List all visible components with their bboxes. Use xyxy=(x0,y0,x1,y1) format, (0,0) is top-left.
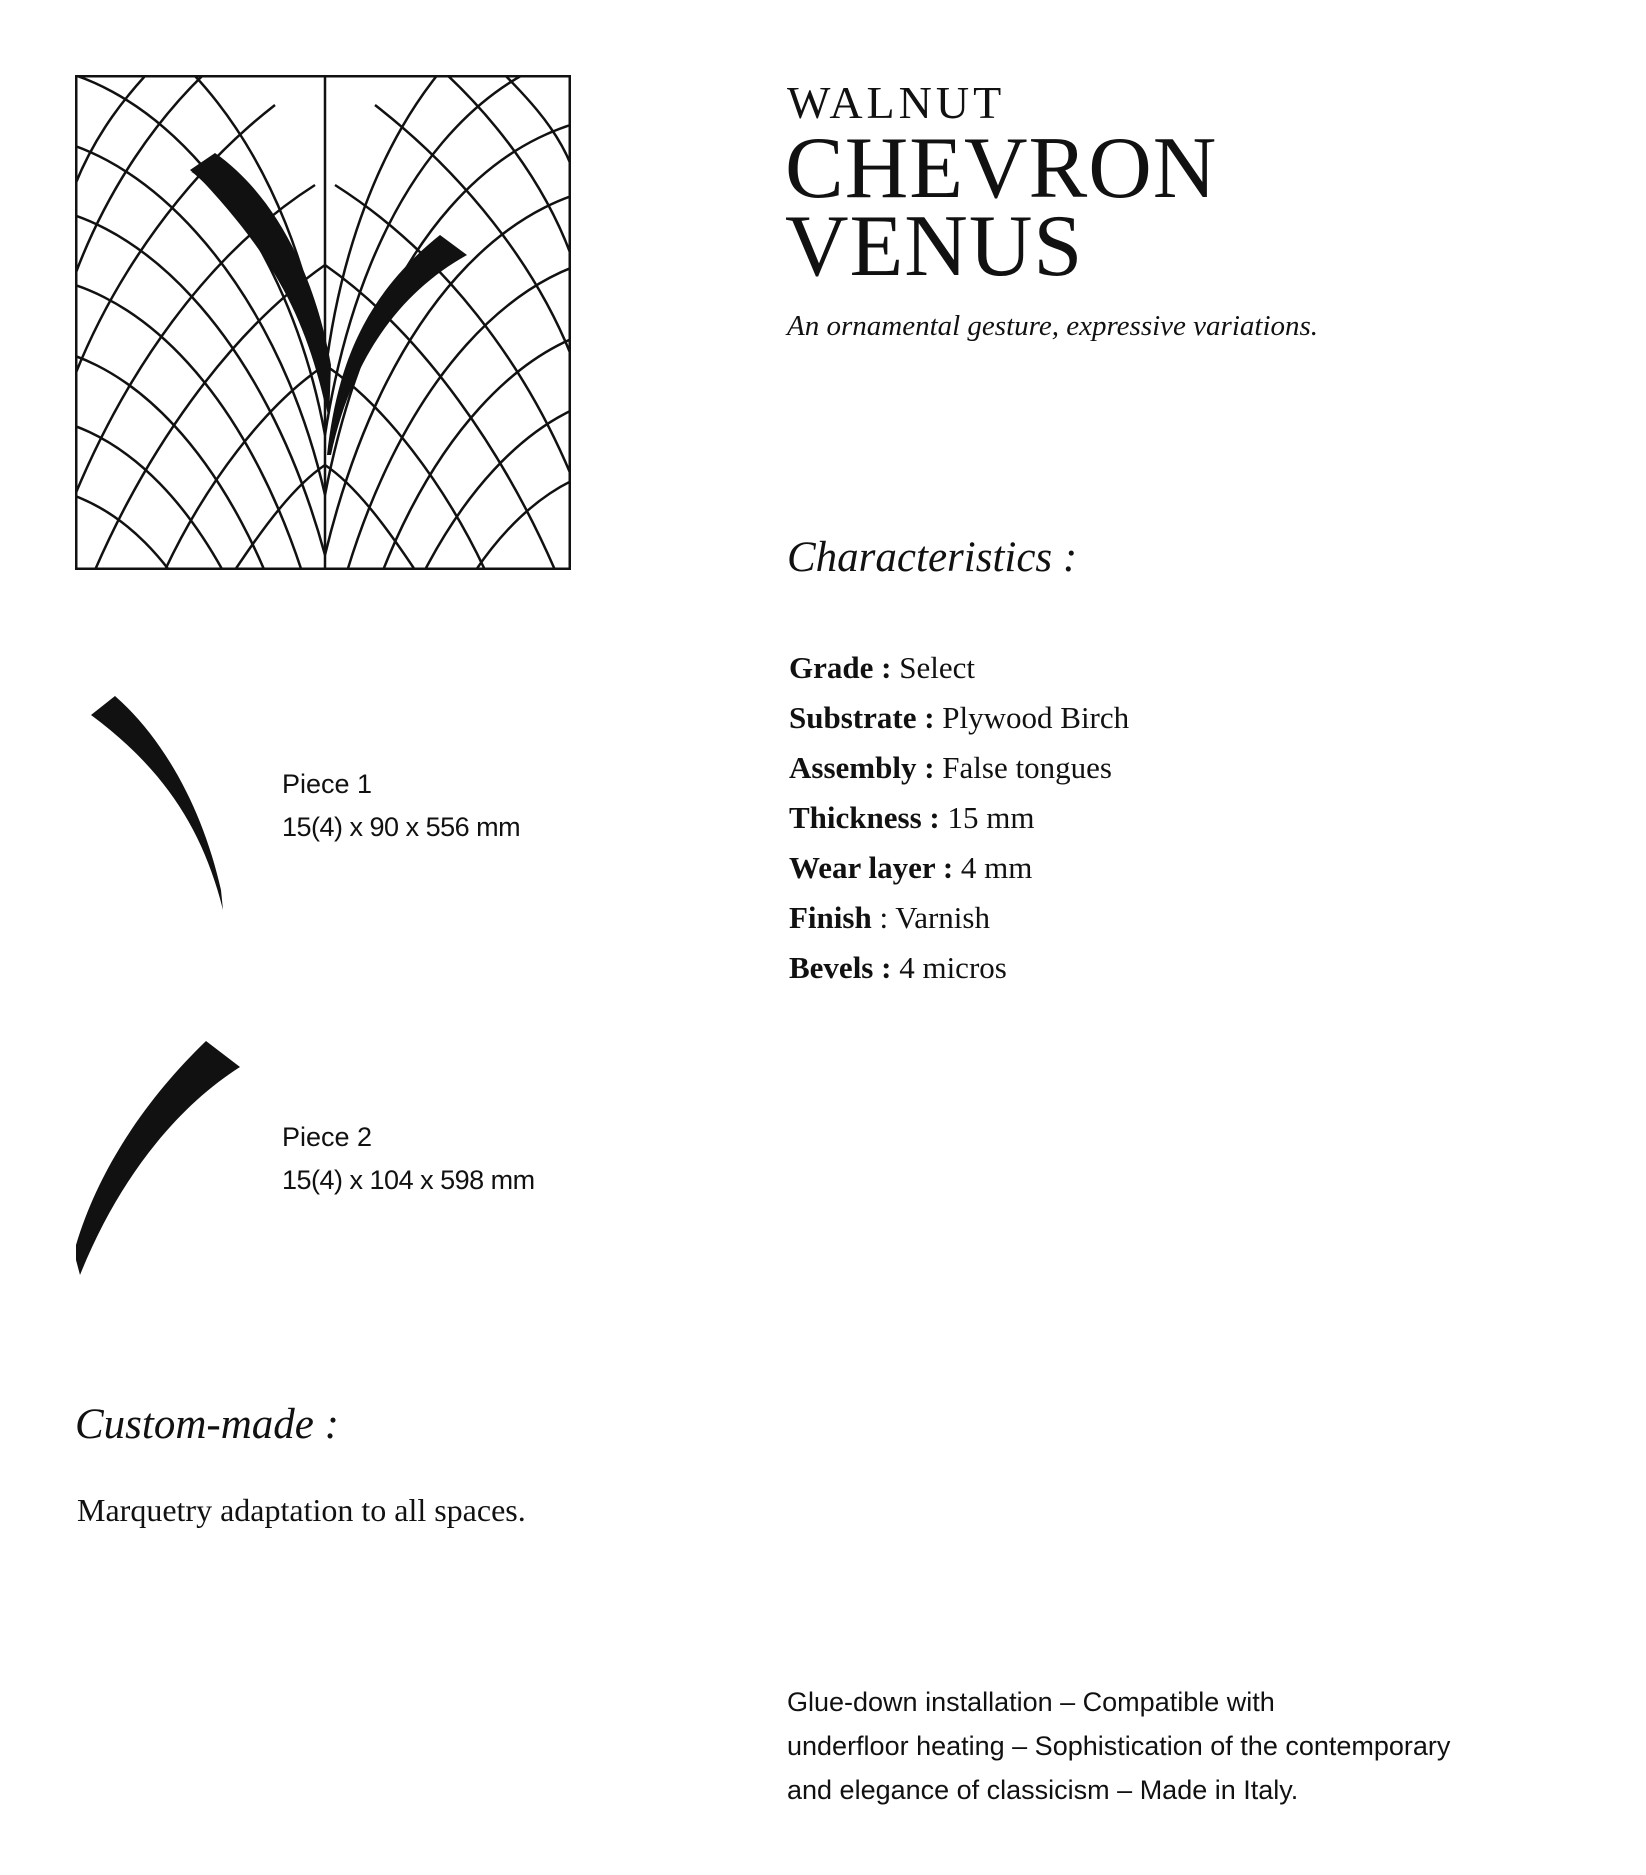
installation-notes-line3: and elegance of classicism – Made in Italy. xyxy=(787,1775,1299,1805)
piece-1-label: Piece 1 xyxy=(282,769,373,799)
product-name-line1: CHEVRON xyxy=(785,120,1218,217)
characteristic-assembly xyxy=(789,743,1129,793)
title-block xyxy=(787,78,1318,343)
characteristic-grade xyxy=(789,643,1129,693)
characteristic-thickness xyxy=(789,793,1129,843)
characteristic-value: 4 micros xyxy=(891,950,1007,985)
characteristics-list xyxy=(789,643,1129,993)
product-name xyxy=(785,120,1318,295)
characteristic-label: Assembly : xyxy=(789,750,935,785)
chevron-pattern-svg xyxy=(75,75,571,570)
custom-made-heading: Custom-made : xyxy=(75,1401,339,1448)
characteristic-finish xyxy=(789,893,1129,943)
characteristic-label: Bevels : xyxy=(789,950,892,985)
installation-notes-line2: underfloor heating – Sophistication of the contemporary xyxy=(787,1731,1451,1761)
piece-2-dimensions: 15(4) x 104 x 598 mm xyxy=(282,1165,535,1195)
installation-notes-line1: Glue-down installation – Compatible with xyxy=(787,1687,1275,1717)
material-label: WALNUT xyxy=(787,77,1006,128)
characteristic-value: Select xyxy=(891,650,975,685)
characteristic-label: Grade : xyxy=(789,650,892,685)
characteristic-label: Wear layer : xyxy=(789,850,954,885)
piece-2-label: Piece 2 xyxy=(282,1122,373,1152)
pattern-lines xyxy=(75,75,571,570)
installation-notes xyxy=(787,1680,1547,1812)
piece-2-shape xyxy=(70,1035,250,1280)
highlight-piece-1-fill xyxy=(190,153,331,420)
product-name-line2: VENUS xyxy=(785,198,1084,295)
characteristic-value: : Varnish xyxy=(871,900,990,935)
product-tagline: An ornamental gesture, expressive variations. xyxy=(787,310,1319,342)
characteristic-label: Thickness : xyxy=(789,800,940,835)
characteristic-label: Substrate : xyxy=(789,700,935,735)
characteristics-heading: Characteristics : xyxy=(787,534,1078,581)
piece-1-shape xyxy=(85,690,235,920)
characteristic-label: Finish xyxy=(789,900,872,935)
piece-1-dimensions: 15(4) x 90 x 556 mm xyxy=(282,812,521,842)
characteristic-value: Plywood Birch xyxy=(934,700,1130,735)
characteristic-value: 15 mm xyxy=(939,800,1035,835)
piece-1-info xyxy=(282,763,520,849)
characteristic-value: 4 mm xyxy=(953,850,1033,885)
highlight-piece-2 xyxy=(327,235,467,455)
chevron-pattern-illustration xyxy=(75,75,571,570)
pattern-frame xyxy=(76,76,570,569)
characteristic-bevels xyxy=(789,943,1129,993)
custom-made-text: Marquetry adaptation to all spaces. xyxy=(77,1492,526,1528)
characteristic-wear-layer xyxy=(789,843,1129,893)
piece-2-info xyxy=(282,1116,535,1202)
characteristic-substrate xyxy=(789,693,1129,743)
characteristic-value: False tongues xyxy=(934,750,1112,785)
